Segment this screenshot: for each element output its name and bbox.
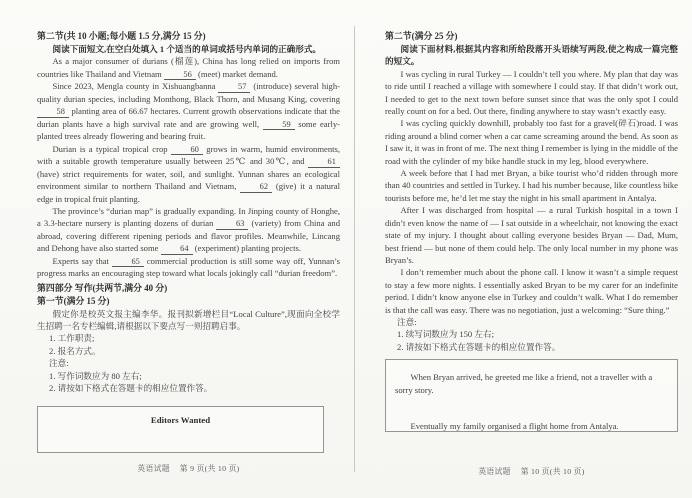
cloze-passage	[37, 55, 340, 279]
writing-prompt: 假定你是校英文报主编李华。报刊拟新增栏目“Local Culture”,现面向全校学生招聘一名专栏编辑,请根据以下要点写一则招聘启事。	[37, 308, 340, 332]
section2-header-right: 第二节(满分 25 分)	[385, 31, 458, 41]
exam-page-10	[385, 30, 678, 432]
section2-header-left: 第二节(共 10 小题;每小题 1.5 分,满分 15 分)	[37, 31, 206, 41]
cloze-paragraph: As a major consumer of durians (榴莲), China has long relied on imports from countries like Thailand and Vietnam 56 (meet) market demand.	[37, 56, 340, 79]
cloze-blank: 58	[37, 107, 69, 118]
story-paragraph: A week before that I had met Bryan, a bike tourist who’d ridden through more than 40 countries and settled in Turkey. I had his number because, like countless bike tourists before me, he’d let me stay the night in his small apartment in Antalya.	[385, 168, 679, 203]
continuation-note: 1. 续写词数应为 150 左右;	[397, 329, 494, 340]
story-paragraph: After I was discharged from hospital — a rural Turkish hospital in a town I didn’t even know the name of — I sat outside in a wheelchair, not knowing the exact state of my injury. I thought about calling everyone besides Bryan — Dad, Mum, best friend — but none of them could help. The only local number in my phone was Bryan’s.	[385, 205, 678, 265]
story-paragraph: I was cycling quickly downhill, probably too fast for a gravel(碎石)road. I was riding around a blind corner when a car came screaming around the bend. As soon as I saw it, it was in front of me. The next thing I remember is lying in the middle of the road with the cylinder of my bike handle stuck in my leg, blood everywhere.	[385, 118, 678, 166]
part4-header: 第四部分 写作(共两节,满分 40 分)	[37, 282, 168, 293]
answer-box-title: Editors Wanted	[150, 414, 211, 425]
footer-page-left: 第 9 页(共 10 页)	[179, 464, 240, 473]
page-footer-left	[37, 463, 340, 474]
cloze-blank: 59	[263, 120, 295, 131]
footer-label-left: 英语试题	[137, 464, 170, 473]
writing-notes	[37, 370, 340, 395]
exam-page-9	[37, 30, 340, 453]
writing-section1-header: 第一节(满分 15 分)	[37, 295, 110, 306]
cloze-paragraph: Since 2023, Mengla county in Xishuangbanna 57 (introduce) several high-quality durian species, including Monthong, Black Thorn, and Musang King, covering 58 planting area of 66.67 hectares. Current growth observations indicate that the durian plants have a high survival rate and are growing well, 59 some early-planted trees already flowering and bearing fruit.	[37, 81, 340, 142]
answer-format-box-left	[37, 406, 324, 453]
continuation-lead-sentence: Eventually my family organised a flight home from Antalya.	[410, 420, 619, 431]
cloze-blank: 65	[112, 257, 144, 268]
story-passage	[385, 68, 678, 316]
notes-label-right: 注意:	[397, 316, 417, 327]
answer-format-box-right	[385, 359, 678, 432]
cloze-blank: 64	[161, 244, 193, 255]
footer-page-right: 第 10 页(共 10 页)	[520, 467, 585, 476]
writing-note: 1. 写作词数应为 80 左右;	[49, 370, 142, 381]
footer-label-right: 英语试题	[478, 467, 511, 476]
cloze-paragraph: Experts say that 65 commercial production is still some way off, Yunnan’s progress marks an encouraging step toward what locals jokingly call “durian freedom”.	[37, 255, 340, 279]
cloze-blank: 63	[216, 219, 248, 230]
cloze-blank: 56	[164, 70, 196, 81]
cloze-blank: 61	[308, 157, 340, 168]
cloze-blank: 62	[240, 182, 272, 193]
story-paragraph: I don’t remember much about the phone call. I know it wasn’t a simple request to stay a few more nights. I essentially asked Bryan to be my carer for an indefinite period. I didn’t know anyone else in Turkey and couldn’t walk. What I do remember is that the call was easy. There was no negotiation, just a welcoming: “Sure thing.”	[385, 267, 678, 315]
writing-point: 2. 报名方式。	[49, 345, 101, 356]
cloze-paragraph: The province’s “durian map” is gradually expanding. In Jinping county of Honghe, a 3.3-hectare nursery is planting dozens of durian 63 (variety) from China and abroad, covering different ripening periods and flavor profiles. Meanwhile, Lincang and Dehong have also started some 64 (experiment) planting projects.	[37, 205, 340, 254]
cloze-blank: 60	[171, 145, 203, 156]
writing-point: 1. 工作职责;	[49, 333, 95, 344]
page-footer-right	[385, 466, 678, 477]
story-paragraph: I was cycling in rural Turkey — I couldn’t tell you where. My plan that day was to ride until I reached a village with somewhere I could stay. If that didn’t work out, I needed to get to the next town before sunset since that was the only spot I could really count on for a bed. Out there, finding anywhere to stay wasn’t exactly easy.	[385, 68, 678, 117]
cloze-paragraph: Durian is a typical tropical crop 60 grows in warm, humid environments, with a suitable growth temperature usually between 25℃ and 30℃, and 61 (have) strict requirements for water, soil, and sunlight. Yunnan shares an ecological environment similar to northern Thailand and Vietnam, 62 (give) it a natural edge in tropical fruit planting.	[37, 143, 340, 204]
writing-note: 2. 请按如下格式在答题卡的相应位置作答。	[49, 383, 213, 394]
notes-label-left: 注意:	[49, 358, 69, 369]
cloze-blank: 57	[218, 82, 250, 93]
page-divider	[354, 26, 355, 472]
continuation-note: 2. 请按如下格式在答题卡的相应位置作答。	[397, 341, 561, 352]
cloze-instructions: 阅读下面短文,在空白处填入 1 个适当的单词或括号内单词的正确形式。	[52, 44, 322, 54]
continuation-notes	[385, 328, 678, 353]
continuation-lead-sentence: When Bryan arrived, he greeted me like a friend, not a traveller with a sorry story.	[395, 372, 653, 395]
continuation-instructions: 阅读下面材料,根据其内容和所给段落开头语续写两段,使之构成一篇完整的短文。	[385, 44, 678, 67]
writing-points	[37, 332, 340, 357]
